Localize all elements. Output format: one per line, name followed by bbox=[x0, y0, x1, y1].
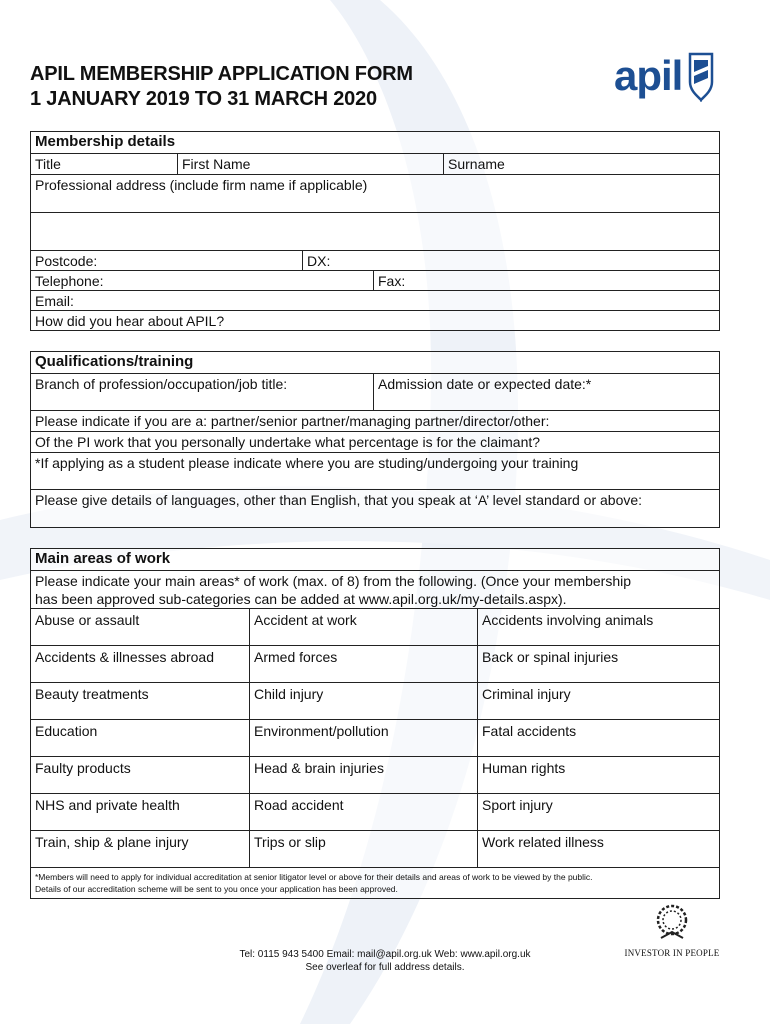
email-field[interactable] bbox=[31, 290, 719, 310]
contact-line-1: Tel: 0115 943 5400 Email: mail@apil.org.uk Web: www.apil.org.uk bbox=[239, 949, 531, 960]
area-option[interactable]: Criminal injury bbox=[477, 683, 719, 719]
laurel-wreath-icon bbox=[647, 898, 697, 946]
investor-in-people-logo bbox=[622, 898, 722, 964]
area-option[interactable]: Head & brain injuries bbox=[249, 757, 477, 793]
footnote-line-1: *Members will need to apply for individual accreditation at senior litigator level or above for their details and areas of work to be viewed by the public. bbox=[35, 872, 593, 882]
areas-row bbox=[31, 793, 719, 830]
main-areas-heading: Main areas of work bbox=[35, 550, 171, 567]
branch-label: Branch of profession/occupation/job title: bbox=[35, 376, 288, 392]
postcode-label: Postcode: bbox=[35, 253, 98, 269]
area-option[interactable]: Abuse or assault bbox=[35, 612, 140, 628]
main-areas-intro bbox=[31, 570, 719, 608]
admission-date-field[interactable] bbox=[373, 374, 719, 410]
logo-wordmark: apil bbox=[614, 52, 683, 99]
area-option[interactable]: NHS and private health bbox=[35, 797, 180, 813]
admission-date-label: Admission date or expected date:* bbox=[378, 376, 592, 392]
area-option[interactable]: Beauty treatments bbox=[35, 686, 149, 702]
first-name-field[interactable] bbox=[177, 154, 443, 174]
area-option[interactable]: Train, ship & plane injury bbox=[35, 834, 189, 850]
title-line-1: APIL MEMBERSHIP APPLICATION FORM bbox=[30, 63, 413, 85]
telephone-label: Telephone: bbox=[35, 273, 104, 289]
qualifications-section bbox=[30, 351, 720, 528]
iip-label: INVESTOR IN PEOPLE bbox=[624, 948, 720, 958]
areas-row bbox=[31, 645, 719, 682]
footnote-line-2: Details of our accreditation scheme will be sent to you once your application has been approved. bbox=[35, 884, 398, 894]
area-option[interactable]: Fatal accidents bbox=[477, 720, 719, 756]
branch-row bbox=[31, 373, 719, 410]
address-field[interactable] bbox=[31, 174, 719, 212]
telephone-field[interactable] bbox=[31, 271, 373, 290]
area-option[interactable]: Armed forces bbox=[249, 646, 477, 682]
qualifications-heading-row bbox=[31, 352, 719, 373]
areas-row bbox=[31, 608, 719, 645]
languages-label: Please give details of languages, other than English, that you speak at ‘A’ level standard or above: bbox=[35, 492, 643, 508]
title-line-2: 1 JANUARY 2019 TO 31 MARCH 2020 bbox=[30, 88, 377, 110]
partner-label: Please indicate if you are a: partner/senior partner/managing partner/director/other: bbox=[35, 413, 550, 429]
area-option[interactable]: Work related illness bbox=[477, 831, 719, 867]
form-title bbox=[30, 62, 413, 112]
area-option[interactable]: Human rights bbox=[477, 757, 719, 793]
telephone-row bbox=[31, 270, 719, 290]
membership-details-section bbox=[30, 131, 720, 331]
pi-work-field[interactable] bbox=[31, 431, 719, 452]
area-option[interactable]: Back or spinal injuries bbox=[477, 646, 719, 682]
area-option[interactable]: Sport injury bbox=[477, 794, 719, 830]
address-line-2-field[interactable] bbox=[31, 212, 719, 250]
fax-label: Fax: bbox=[378, 273, 406, 289]
area-option[interactable]: Child injury bbox=[249, 683, 477, 719]
areas-grid bbox=[31, 608, 719, 867]
pi-work-label: Of the PI work that you personally undertake what percentage is for the claimant? bbox=[35, 434, 541, 450]
intro-line-1: Please indicate your main areas* of work (max. of 8) from the following. (Once your membership bbox=[35, 573, 632, 589]
hear-about-label: How did you hear about APIL? bbox=[35, 313, 225, 329]
surname-field[interactable] bbox=[443, 154, 719, 174]
area-option[interactable]: Education bbox=[35, 723, 98, 739]
areas-row bbox=[31, 682, 719, 719]
postcode-row bbox=[31, 250, 719, 270]
title-field[interactable] bbox=[31, 154, 177, 174]
student-label: *If applying as a student please indicate where you are studing/undergoing your training bbox=[35, 455, 579, 471]
address-label: Professional address (include firm name if applicable) bbox=[35, 177, 368, 193]
postcode-field[interactable] bbox=[31, 251, 302, 270]
languages-field[interactable] bbox=[31, 489, 719, 527]
area-option[interactable]: Trips or slip bbox=[249, 831, 477, 867]
hear-about-field[interactable] bbox=[31, 310, 719, 330]
title-label: Title bbox=[35, 156, 61, 172]
area-option[interactable]: Accidents involving animals bbox=[477, 609, 719, 645]
areas-row bbox=[31, 756, 719, 793]
area-option[interactable]: Accident at work bbox=[249, 609, 477, 645]
email-label: Email: bbox=[35, 293, 74, 309]
shield-icon bbox=[688, 52, 714, 102]
main-areas-section bbox=[30, 548, 720, 899]
surname-label: Surname bbox=[448, 156, 505, 172]
first-name-label: First Name bbox=[182, 156, 251, 172]
dx-label: DX: bbox=[307, 253, 331, 269]
main-areas-heading-row bbox=[31, 549, 719, 570]
intro-line-2: has been approved sub-categories can be added at www.apil.org.uk/my-details.aspx). bbox=[35, 591, 567, 607]
membership-heading: Membership details bbox=[35, 133, 176, 150]
area-option[interactable]: Road accident bbox=[249, 794, 477, 830]
areas-row bbox=[31, 719, 719, 756]
area-option[interactable]: Environment/pollution bbox=[249, 720, 477, 756]
fax-field[interactable] bbox=[373, 271, 719, 290]
accreditation-footnote bbox=[31, 867, 719, 898]
branch-field[interactable] bbox=[31, 374, 373, 410]
membership-heading-row bbox=[31, 132, 719, 153]
dx-field[interactable] bbox=[302, 251, 719, 270]
student-field[interactable] bbox=[31, 452, 719, 489]
partner-field[interactable] bbox=[31, 410, 719, 431]
contact-line-2: See overleaf for full address details. bbox=[305, 962, 465, 973]
area-option[interactable]: Faulty products bbox=[35, 760, 131, 776]
areas-row bbox=[31, 830, 719, 867]
qualifications-heading: Qualifications/training bbox=[35, 353, 194, 370]
name-row bbox=[31, 153, 719, 174]
area-option[interactable]: Accidents & illnesses abroad bbox=[35, 649, 214, 665]
apil-logo bbox=[614, 50, 724, 110]
